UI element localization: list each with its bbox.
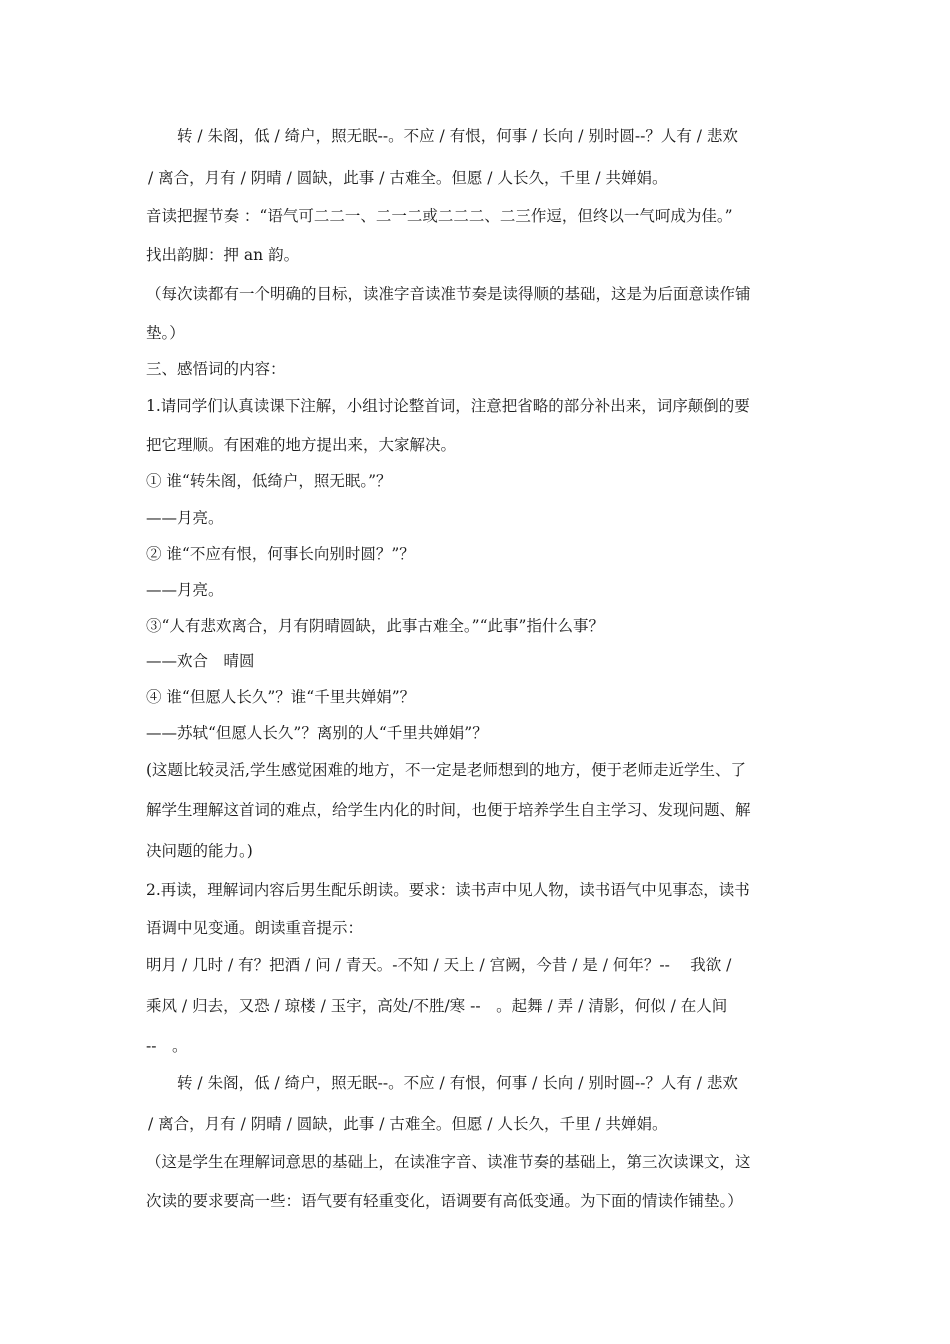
text-line: 找出韵脚：押 an 韵。 xyxy=(146,246,300,264)
text-line: 垫。） xyxy=(146,324,185,342)
poem-line: 转 / 朱阁，低 / 绮户，照无眠--。不应 / 有恨，何事 / 长向 / 别时圆--？人有 / 悲欢 xyxy=(177,1074,738,1092)
text-line: 决问题的能力。) xyxy=(146,842,253,860)
answer-line: ——欢合 晴圆 xyxy=(146,652,255,670)
answer-line: ——苏轼“但愿人长久”？离别的人“千里共婵娟”？ xyxy=(146,724,488,742)
text-line: 转 / 朱阁，低 / 绮户，照无眠--。不应 / 有恨，何事 / 长向 / 别时圆--？人有 / 悲欢 xyxy=(177,127,738,145)
poem-line: / 离合，月有 / 阴晴 / 圆缺，此事 / 古难全。但愿 / 人长久，千里 / 共婵娟。 xyxy=(148,1115,668,1133)
text-line: 音读把握节奏 ：“语气可二二一、二一二或二二二、二三作逗，但终以一气呵成为佳。” xyxy=(146,207,733,225)
text-line: (这题比较灵活,学生感觉困难的地方，不一定是老师想到的地方，便于老师走近学生、了 xyxy=(146,761,746,779)
question-item: ③“人有悲欢离合，月有阴晴圆缺，此事古难全。”“此事”指什么事？ xyxy=(146,617,604,635)
text-line: （每次读都有一个明确的目标，读准字音读准节奏是读得顺的基础，这是为后面意读作铺 xyxy=(146,285,751,303)
question-item: ② 谁“不应有恨，何事长向别时圆？”？ xyxy=(146,545,415,563)
text-line: 2.再读，理解词内容后男生配乐朗读。要求：读书声中见人物，读书语气中见事态，读书 xyxy=(146,881,750,899)
text-line: 1.请同学们认真读课下注解，小组讨论整首词，注意把省略的部分补出来，词序颠倒的要 xyxy=(146,397,750,415)
text-line: / 离合，月有 / 阴晴 / 圆缺，此事 / 古难全。但愿 / 人长久，千里 / 共婵娟。 xyxy=(148,169,668,187)
poem-line: -- 。 xyxy=(146,1037,188,1055)
poem-line: 乘风 / 归去，又恐 / 琼楼 / 玉宇，高处/不胜/寒 -- 。起舞 / 弄 / 清影，何似 / 在人间 xyxy=(146,997,728,1015)
answer-line: ——月亮。 xyxy=(146,509,224,527)
text-line: 次读的要求要高一些：语气要有轻重变化，语调要有高低变通。为下面的情读作铺垫。） xyxy=(146,1192,743,1210)
poem-line: 明月 / 几时 / 有？把酒 / 问 / 青天。-不知 / 天上 / 宫阙，今昔 / 是 / 何年？-- 我欲 / xyxy=(146,956,732,974)
text-line: 把它理顺。有困难的地方提出来，大家解决。 xyxy=(146,436,457,454)
question-item: ④ 谁“但愿人长久”？谁“千里共婵娟”？ xyxy=(146,688,416,706)
text-line: （这是学生在理解词意思的基础上，在读准字音、读准节奏的基础上，第三次读课文，这 xyxy=(146,1153,751,1171)
question-item: ① 谁“转朱阁，低绮户，照无眠。”？ xyxy=(146,472,392,490)
section-heading: 三、感悟词的内容： xyxy=(146,360,286,378)
answer-line: ——月亮。 xyxy=(146,581,224,599)
text-line: 语调中见变通。朗读重音提示： xyxy=(146,919,364,937)
text-line: 解学生理解这首词的难点，给学生内化的时间，也便于培养学生自主学习、发现问题、解 xyxy=(146,801,751,819)
